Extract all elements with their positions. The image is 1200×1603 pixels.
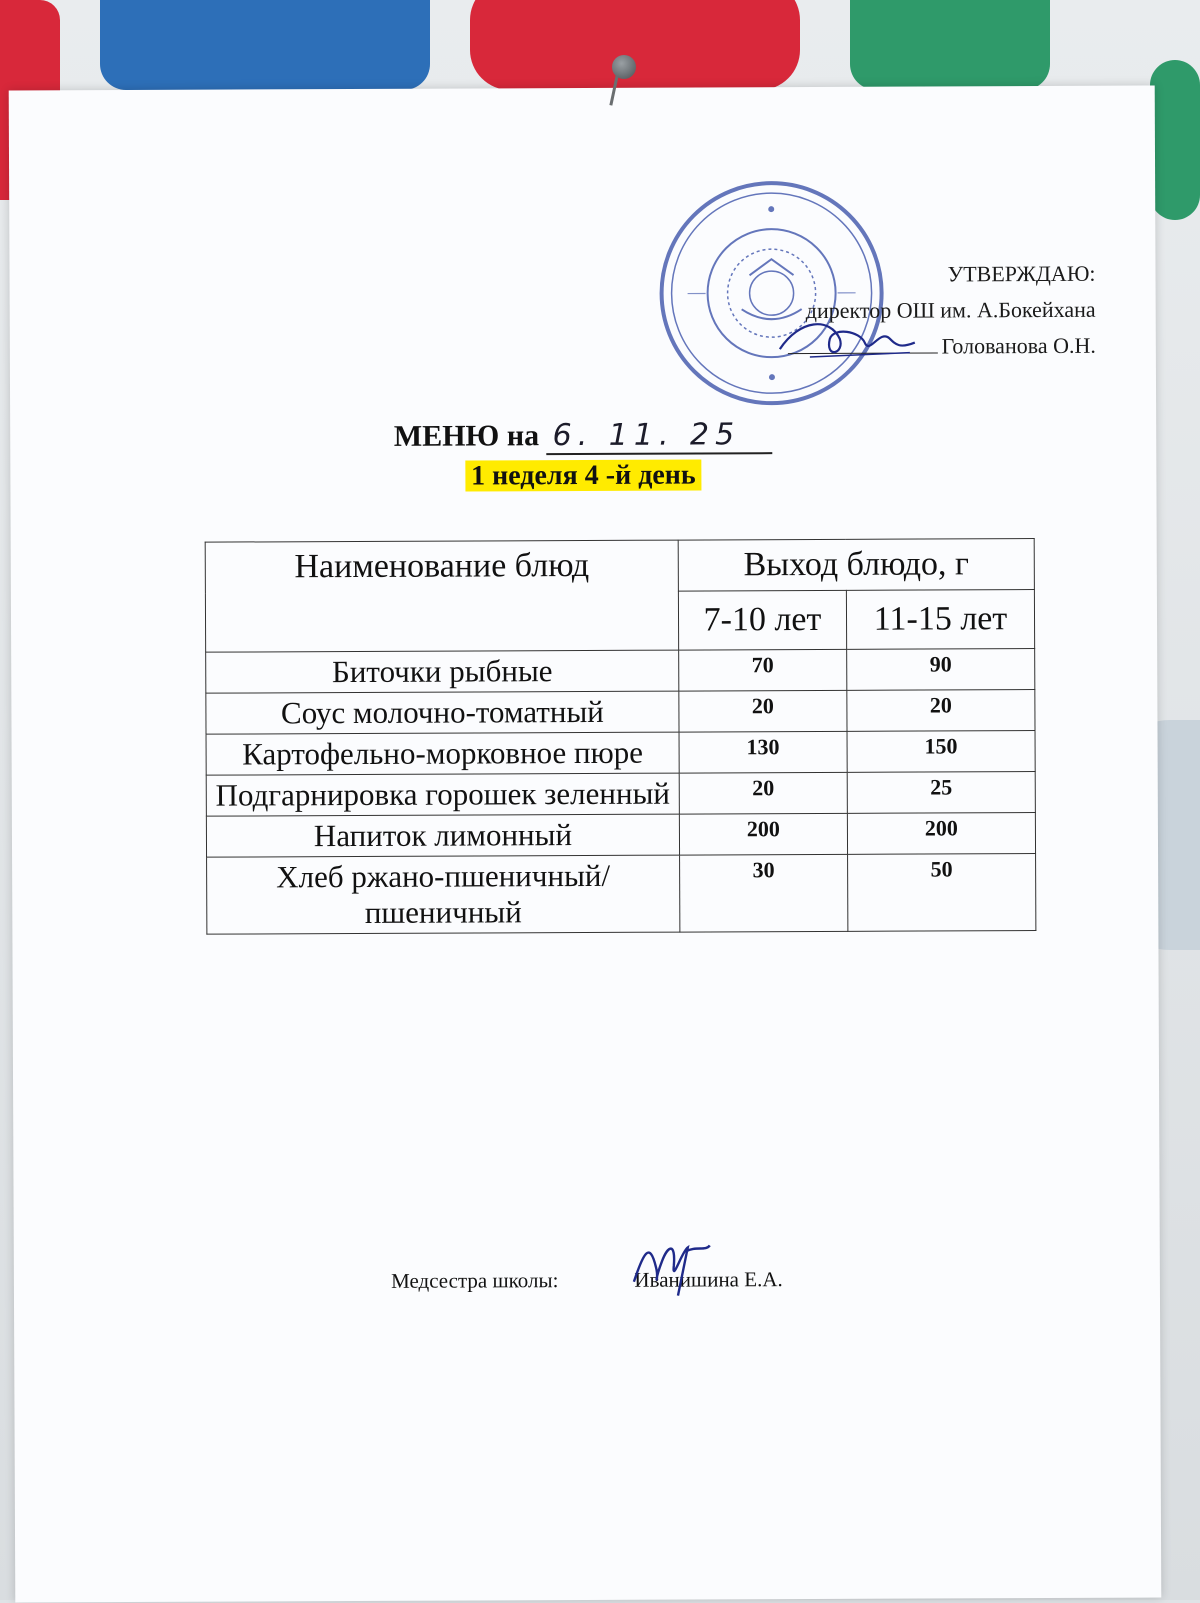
menu-table xyxy=(205,538,1037,935)
pushpin-icon xyxy=(612,55,636,79)
nurse-label: Медсестра школы: xyxy=(391,1268,558,1293)
dish-name-cell: Напиток лимонный xyxy=(206,814,679,857)
dish-name-cell: Картофельно-морковное пюре xyxy=(206,732,679,775)
header-output: Выход блюдо, г xyxy=(678,539,1034,592)
portion-7-10-cell: 200 xyxy=(679,813,847,855)
portion-11-15-cell: 150 xyxy=(847,731,1035,773)
poster-shape-teal xyxy=(1150,60,1200,220)
dish-name-cell: Биточки рыбные xyxy=(206,650,679,693)
menu-title-prefix: МЕНЮ на xyxy=(394,419,539,453)
header-age-7-10: 7-10 лет xyxy=(678,590,846,650)
portion-7-10-cell: 20 xyxy=(679,772,847,814)
nurse-signature-icon xyxy=(626,1221,716,1301)
header-age-11-15: 11-15 лет xyxy=(846,590,1034,650)
portion-11-15-cell: 50 xyxy=(847,854,1035,932)
nurse-name: Иванишина Е.А. xyxy=(634,1267,782,1292)
menu-subtitle xyxy=(10,458,1156,495)
header-dish-name: Наименование блюд xyxy=(205,540,678,652)
poster-shape-red xyxy=(470,0,800,90)
portion-11-15-cell: 25 xyxy=(847,772,1035,814)
portion-7-10-cell: 70 xyxy=(679,649,847,691)
menu-title xyxy=(10,416,1156,458)
table-row xyxy=(206,690,1035,735)
portion-11-15-cell: 90 xyxy=(847,649,1035,691)
menu-date: 6. 11. 25 xyxy=(547,417,773,455)
nurse-signature-block xyxy=(14,1265,1160,1295)
portion-7-10-cell: 20 xyxy=(679,690,847,732)
dish-name-cell: Подгарнировка горошек зеленный xyxy=(206,773,679,816)
table-row xyxy=(206,731,1035,776)
dish-name-cell: Соус молочно-томатный xyxy=(206,691,679,734)
table-row xyxy=(207,854,1036,935)
portion-7-10-cell: 130 xyxy=(679,731,847,773)
table-row xyxy=(206,772,1035,817)
table-body xyxy=(206,649,1036,935)
menu-sheet xyxy=(9,86,1162,1603)
poster-shape-green xyxy=(850,0,1050,90)
table-row xyxy=(206,813,1035,858)
menu-subtitle-text: 1 неделя 4 -й день xyxy=(465,459,702,491)
table-row xyxy=(206,649,1035,694)
approval-position: директор ОШ им. А.Бокейхана xyxy=(787,292,1095,329)
dish-name-cell: Хлеб ржано-пшеничный/ пшеничный xyxy=(207,855,680,934)
table-header-row xyxy=(205,539,1034,594)
director-signature-icon xyxy=(770,309,920,370)
poster-shape-blue xyxy=(100,0,430,90)
portion-7-10-cell: 30 xyxy=(680,854,848,932)
approval-heading: УТВЕРЖДАЮ: xyxy=(787,256,1095,293)
approval-name: Голованова О.Н. xyxy=(942,333,1096,359)
portion-11-15-cell: 20 xyxy=(847,690,1035,732)
portion-11-15-cell: 200 xyxy=(847,813,1035,855)
